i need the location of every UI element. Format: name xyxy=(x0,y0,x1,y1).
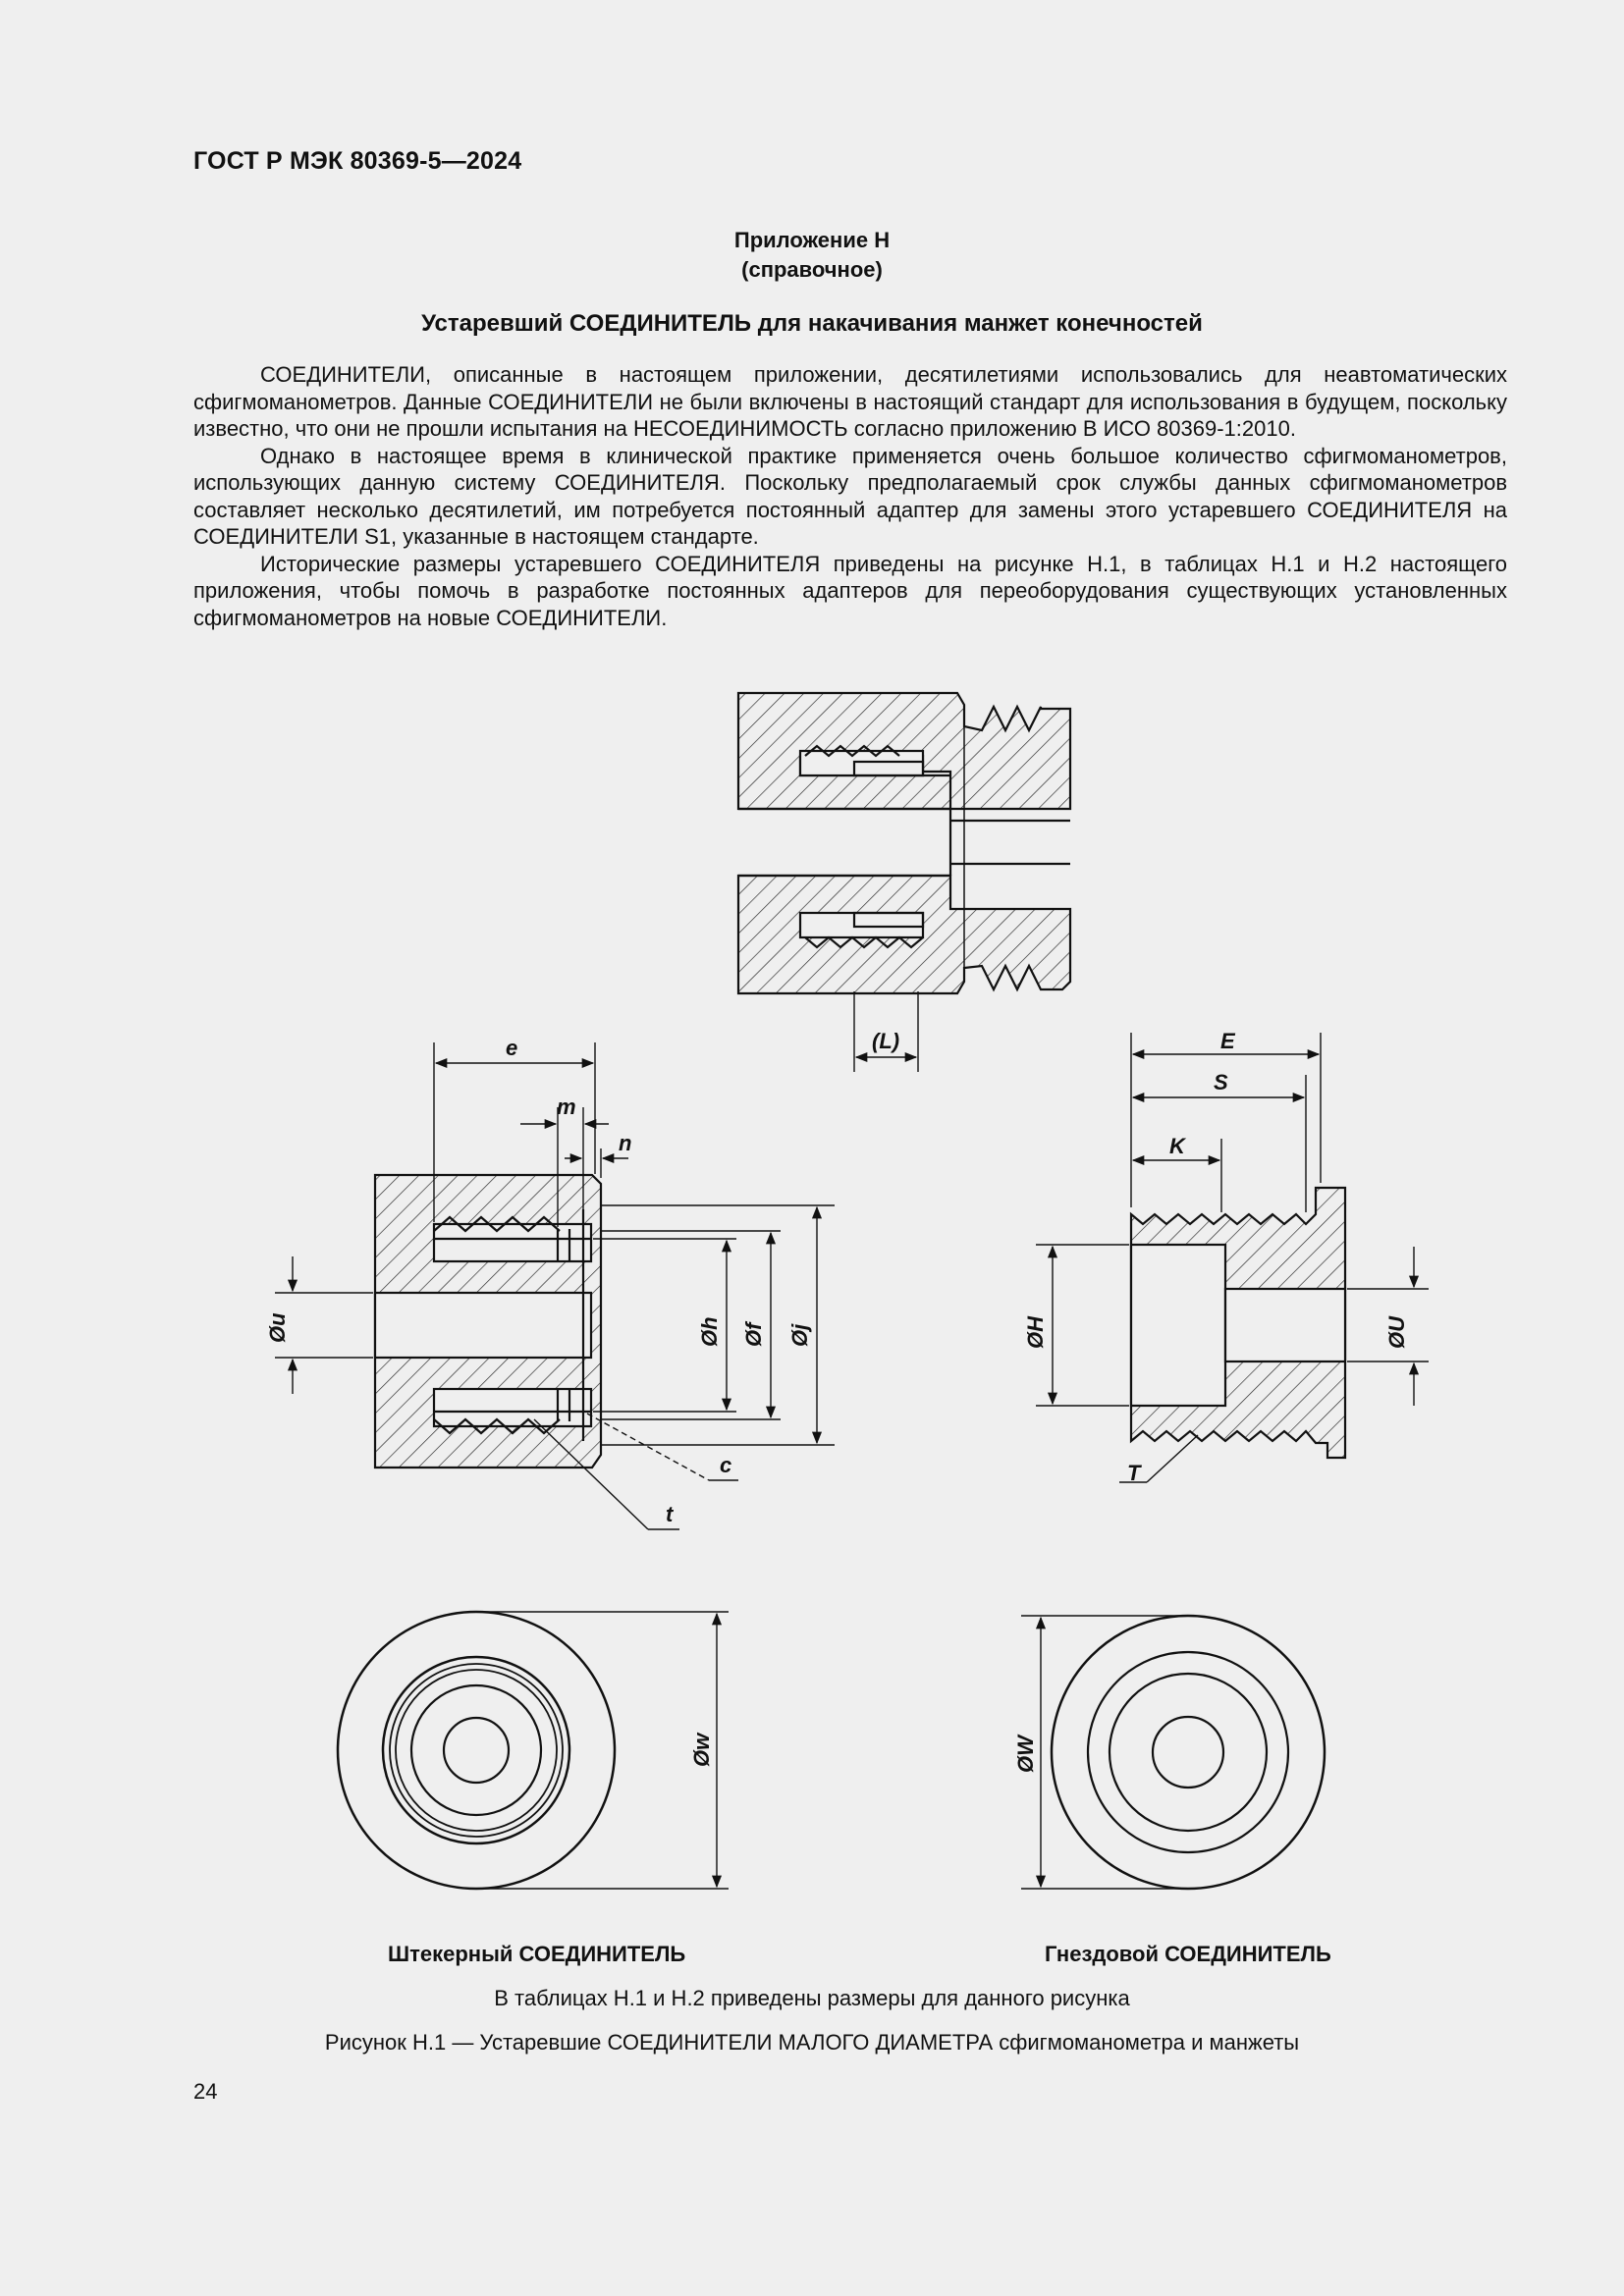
plug-caption: Штекерный СОЕДИНИТЕЛЬ xyxy=(388,1942,686,1966)
annex-title: Устаревший СОЕДИНИТЕЛЬ для накачивания манжет конечностей xyxy=(421,310,1203,337)
label-L: (L) xyxy=(872,1029,900,1053)
label-h: Øh xyxy=(697,1316,722,1347)
socket-section-view xyxy=(1131,1188,1345,1458)
plug-section-view xyxy=(375,1175,601,1468)
plug-end-view xyxy=(338,1612,615,1889)
socket-caption: Гнездовой СОЕДИНИТЕЛЬ xyxy=(1045,1942,1331,1966)
label-j: Øj xyxy=(787,1323,812,1347)
label-m: m xyxy=(557,1095,576,1119)
label-T: T xyxy=(1127,1461,1141,1485)
label-c: c xyxy=(720,1453,732,1477)
label-W: ØW xyxy=(1013,1735,1038,1773)
label-K: K xyxy=(1169,1134,1185,1158)
page-number: 24 xyxy=(193,2079,218,2104)
label-e: e xyxy=(506,1036,518,1060)
assembly-section-view xyxy=(738,693,1070,993)
socket-end-view xyxy=(1052,1616,1325,1889)
socket-end-dimension xyxy=(1021,1616,1188,1889)
label-S: S xyxy=(1214,1070,1228,1095)
label-w: Øw xyxy=(689,1733,714,1767)
label-H: ØH xyxy=(1023,1316,1048,1349)
paragraph-3: Исторические размеры устаревшего СОЕДИНИТЕЛЯ приведены на рисунке Н.1, в таблицах Н.1 и Н.2 настоящего приложения, чтобы помочь в разработке постоянных адаптеров для переоборудования существующих установленных сфигмоманометров на новые СОЕДИНИТЕЛИ. xyxy=(193,551,1507,630)
paragraph-1: СОЕДИНИТЕЛИ, описанные в настоящем приложении, десятилетиями использовались для неавтоматических сфигмоманометров. Данные СОЕДИНИТЕЛИ не были включены в настоящий стандарт для использования в будущем, поскольку известно, что они не прошли испытания на НЕСОЕДИНИМОСТЬ согласно приложению В ИСО 80369-1:2010. xyxy=(193,362,1507,441)
label-t: t xyxy=(666,1502,674,1526)
label-U: ØU xyxy=(1384,1316,1409,1349)
figure-caption: Рисунок Н.1 — Устаревшие СОЕДИНИТЕЛИ МАЛОГО ДИАМЕТРА сфигмоманометра и манжеты xyxy=(324,2030,1300,2055)
label-f: Øf xyxy=(741,1322,766,1347)
annex-label: Приложение Н xyxy=(733,228,891,252)
label-n: n xyxy=(619,1131,632,1155)
figure-note: В таблицах Н.1 и Н.2 приведены размеры для данного рисунка xyxy=(494,1986,1130,2010)
annex-status: (справочное) xyxy=(741,257,883,282)
label-u: Øu xyxy=(265,1312,290,1343)
document-header: ГОСТ Р МЭК 80369-5—2024 xyxy=(193,147,522,175)
paragraph-2: Однако в настоящее время в клинической практике применяется очень большое количество сфигмоманометров, использующих данную систему СОЕДИНИТЕЛЯ. Поскольку предполагаемый срок службы данных сфигмоманометров составляет несколько десятилетий, им потребуется постоянный адаптер для замены этого устаревшего СОЕДИНИТЕЛЯ на СОЕДИНИТЕЛИ S1, указанные в настоящем стандарте. xyxy=(193,443,1507,549)
label-E: E xyxy=(1220,1029,1235,1053)
